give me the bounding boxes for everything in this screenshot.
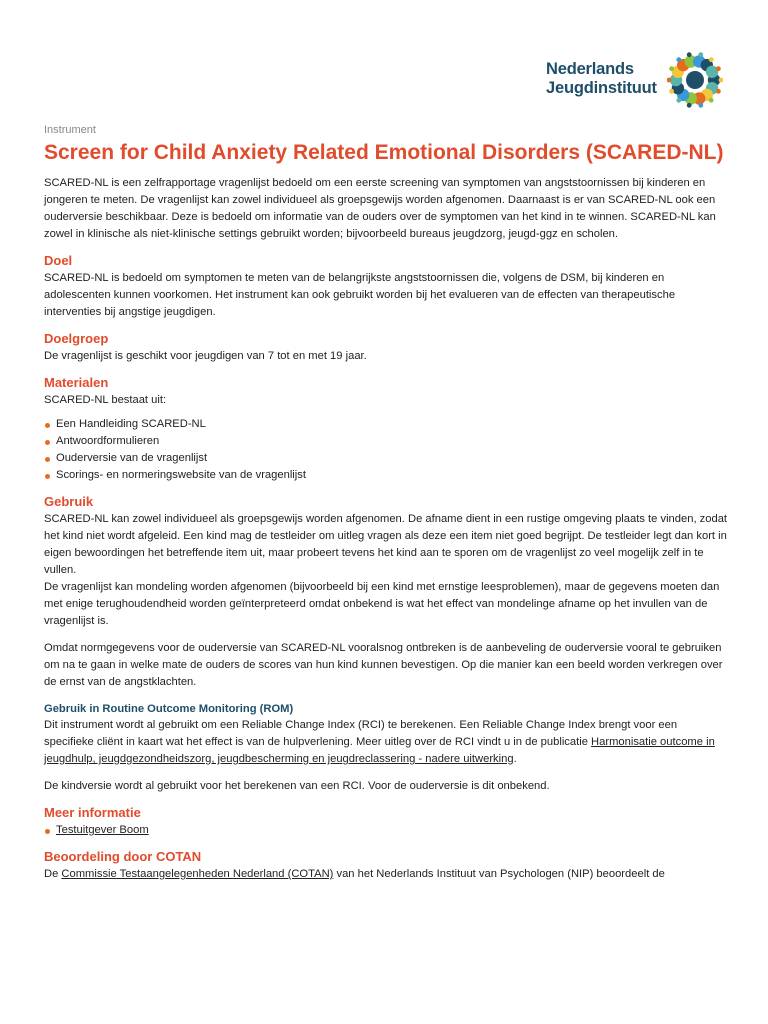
list-item: Ouderversie van de vragenlijst	[44, 450, 728, 467]
section-heading-cotan: Beoordeling door COTAN	[44, 849, 202, 864]
category-label: Instrument	[44, 124, 96, 136]
logo-figure-head	[687, 103, 692, 108]
logo-figure-head	[676, 57, 681, 62]
logo-figure-head	[716, 66, 721, 71]
section-heading-doel: Doel	[44, 253, 73, 268]
logo-figure-head	[669, 66, 674, 71]
meer-informatie-list	[44, 822, 728, 839]
gebruik-paragraph-1: SCARED-NL kan zowel individueel als groepsgewijs worden afgenomen. De afname dient in een rustige omgeving plaats te vinden, zodat het kind niet wordt afgeleid. Een kind mag de testleider om uitleg vragen als deze een item niet goed begrijpt. De testleider legt dan kort in eigen bewoordingen het betreffende item uit, maar probeert tevens het kind aan te sporen om de vragenlijst zo veel mogelijk zelf in te vullen.	[44, 513, 728, 576]
section-heading-rom: Gebruik in Routine Outcome Monitoring (ROM)	[44, 703, 294, 715]
logo-figure-head	[709, 57, 714, 62]
main-content	[44, 124, 728, 890]
testuitgever-boom-link[interactable]: Testuitgever Boom	[56, 824, 149, 836]
rom-paragraph-2: De kindversie wordt al gebruikt voor het berekenen van een RCI. Voor de ouderversie is dit onbekend.	[44, 780, 550, 792]
gebruik-paragraph-2: De vragenlijst kan mondeling worden afgenomen (bijvoorbeeld bij een kind met ernstige leesproblemen), maar de gegevens moeten dan met enige terughoudendheid worden geïnterpreteerd omdat onbekend is wat het effect van mondelinge afname op het invullen van de vragenlijst is.	[44, 581, 720, 627]
intro-paragraph: SCARED-NL is een zelfrapportage vragenlijst bedoeld om een eerste screening van symptomen van angststoornissen bij kinderen en jongeren te meten. De vragenlijst kan zowel individueel als groepsgewijs worden afgenomen. Daarnaast is er van SCARED-NL ook een ouderversie beschikbaar. Deze is bedoeld om informatie van de ouders over de symptomen van het kind in te winnen. SCARED-NL kan zowel in klinische als niet-klinische settings gebruikt worden; bijvoorbeeld bureaus jeugdzorg, jeugd-ggz en scholen.	[44, 177, 716, 240]
page-title: Screen for Child Anxiety Related Emotional Disorders (SCARED-NL)	[44, 141, 724, 164]
cotan-paragraph	[44, 866, 728, 883]
logo-figure-head	[698, 52, 703, 57]
materialen-list	[44, 416, 728, 484]
list-item: Scorings- en normeringswebsite van de vragenlijst	[44, 467, 728, 484]
doelgroep-text: De vragenlijst is geschikt voor jeugdigen van 7 tot en met 19 jaar.	[44, 350, 367, 362]
nji-logo[interactable]	[546, 52, 728, 108]
logo-figure-head	[716, 89, 721, 94]
gebruik-paragraph-3: Omdat normgegevens voor de ouderversie van SCARED-NL vooralsnog ontbreken is de aanbeveling de ouderversie vooral te gebruiken om na te gaan in welke mate de ouders de scores van hun kind kunnen bevestigen. Op die manier kan een beeld worden verkregen over de ernst van de angstklachten.	[44, 642, 723, 688]
list-item: Een Handleiding SCARED-NL	[44, 416, 728, 433]
logo-core	[686, 71, 704, 89]
logo-figure-head	[669, 89, 674, 94]
logo-line-1: Nederlands	[546, 60, 634, 78]
logo-figure-head	[676, 98, 681, 103]
harmonisatie-link[interactable]: Harmonisatie outcome in jeugdhulp, jeugdgezondheidszorg, jeugdbescherming en jeugdreclassering - nadere uitwerking	[44, 736, 715, 765]
figures-circle-icon	[667, 52, 723, 108]
logo-line-2: Jeugdinstituut	[546, 79, 657, 97]
cotan-prefix: De	[44, 868, 59, 880]
logo-figure-head	[709, 98, 714, 103]
logo-figure-head	[687, 52, 692, 57]
cotan-suffix: van het Nederlands Instituut van Psychologen (NIP) beoordeelt de	[336, 868, 665, 880]
rom-link-suffix: .	[513, 753, 517, 765]
cotan-link[interactable]: Commissie Testaangelegenheden Nederland (COTAN)	[61, 868, 334, 880]
rom-text: Dit instrument wordt al gebruikt om een Reliable Change Index (RCI) te berekenen. Een Reliable Change Index brengt voor een specifieke cliënt in kaart wat het effect is van de hulpverlening. Meer uitleg over de RCI vindt u in de publicatie	[44, 719, 678, 748]
section-heading-doelgroep: Doelgroep	[44, 331, 109, 346]
doel-text: SCARED-NL is bedoeld om symptomen te meten van de belangrijkste angststoornissen die, volgens de DSM, bij kinderen en adolescenten kunnen voorkomen. Het instrument kan ook gebruikt worden bij het evalueren van de effecten van therapeutische interventies bij angstige jeugdigen.	[44, 272, 676, 318]
section-heading-gebruik: Gebruik	[44, 494, 94, 509]
section-heading-meer-informatie: Meer informatie	[44, 805, 141, 820]
list-item: Antwoordformulieren	[44, 433, 728, 450]
section-heading-materialen: Materialen	[44, 375, 109, 390]
list-item	[44, 822, 728, 839]
logo-text	[546, 60, 657, 98]
materialen-text: SCARED-NL bestaat uit:	[44, 394, 167, 406]
logo-figure-head	[698, 103, 703, 108]
rom-paragraph	[44, 717, 728, 768]
